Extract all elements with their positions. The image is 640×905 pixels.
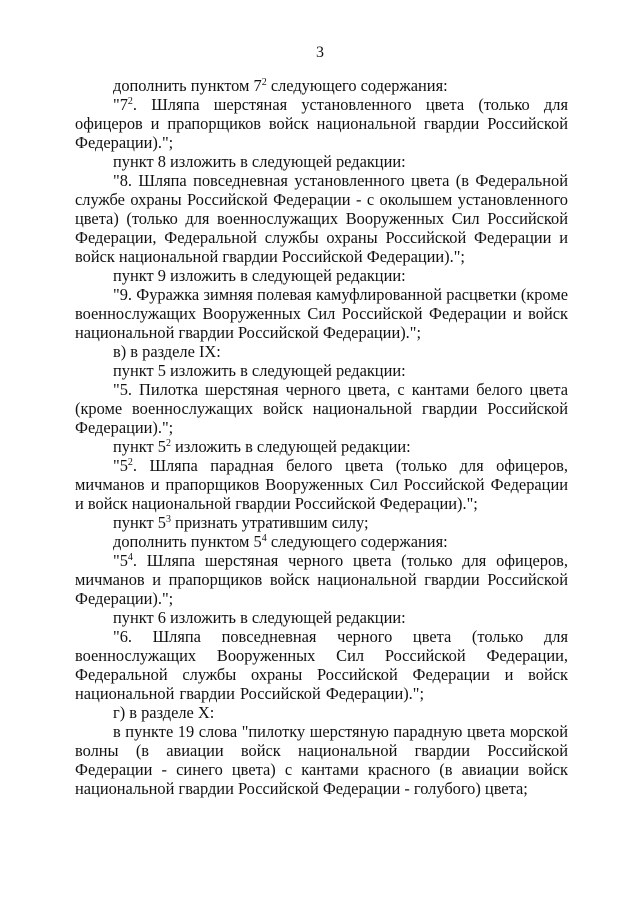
paragraph: "$7^2$. Шляпа шерстяная установленного цвета (только для офицеров и прапорщиков войск национальной гвардии Российской Федерации).";: [75, 95, 568, 152]
paragraph: пункт $5^3$ признать утратившим силу;: [113, 513, 369, 532]
paragraph: пункт 9 изложить в следующей редакции:: [113, 266, 406, 285]
paragraph: пункт 5 изложить в следующей редакции:: [113, 361, 406, 380]
paragraph: "$5^4$. Шляпа шерстяная черного цвета (только для офицеров, мичманов и прапорщиков войск национальной гвардии Российской Федерации).";: [75, 551, 568, 608]
document-body: [75, 76, 568, 798]
paragraph: в) в разделе IX:: [113, 342, 221, 361]
paragraph: "8. Шляпа повседневная установленного цвета (в Федеральной службе охраны Российской Федерации - с околышем установленного цвета) (только для военнослужащих Вооруженных Сил Российской Федерации, Федеральной службы охраны Российской Федерации и войск национальной гвардии Российской Федерации).";: [75, 171, 568, 266]
paragraph: "$5^2$. Шляпа парадная белого цвета (только для офицеров, мичманов и прапорщиков Вооруженных Сил Российской Федерации и войск национальной гвардии Российской Федерации).";: [75, 456, 568, 513]
paragraph: в пункте 19 слова "пилотку шерстяную парадную цвета морской волны (в авиации войск национальной гвардии Российской Федерации - синего цвета) с кантами красного (в авиации войск национальной гвардии Российской Федерации - голубого) цвета;: [75, 722, 568, 798]
paragraph: "6. Шляпа повседневная черного цвета (только для военнослужащих Вооруженных Сил Российской Федерации, Федеральной службы охраны Российской Федерации и войск национальной гвардии Российской Федерации).";: [75, 627, 568, 703]
paragraph: пункт $5^2$ изложить в следующей редакции:: [113, 437, 411, 456]
paragraph: "9. Фуражка зимняя полевая камуфлированной расцветки (кроме военнослужащих Вооруженных Сил Российской Федерации и войск национальной гвардии Российской Федерации).";: [75, 285, 568, 342]
paragraph: дополнить пунктом $7^2$ следующего содержания:: [113, 76, 448, 95]
paragraph: пункт 6 изложить в следующей редакции:: [113, 608, 406, 627]
paragraph: "5. Пилотка шерстяная черного цвета, с кантами белого цвета (кроме военнослужащих войск национальной гвардии Российской Федерации).";: [75, 380, 568, 437]
paragraph: дополнить пунктом $5^4$ следующего содержания:: [113, 532, 448, 551]
page-number: 3: [316, 44, 324, 61]
paragraph: г) в разделе X:: [113, 703, 215, 722]
paragraph: пункт 8 изложить в следующей редакции:: [113, 152, 406, 171]
